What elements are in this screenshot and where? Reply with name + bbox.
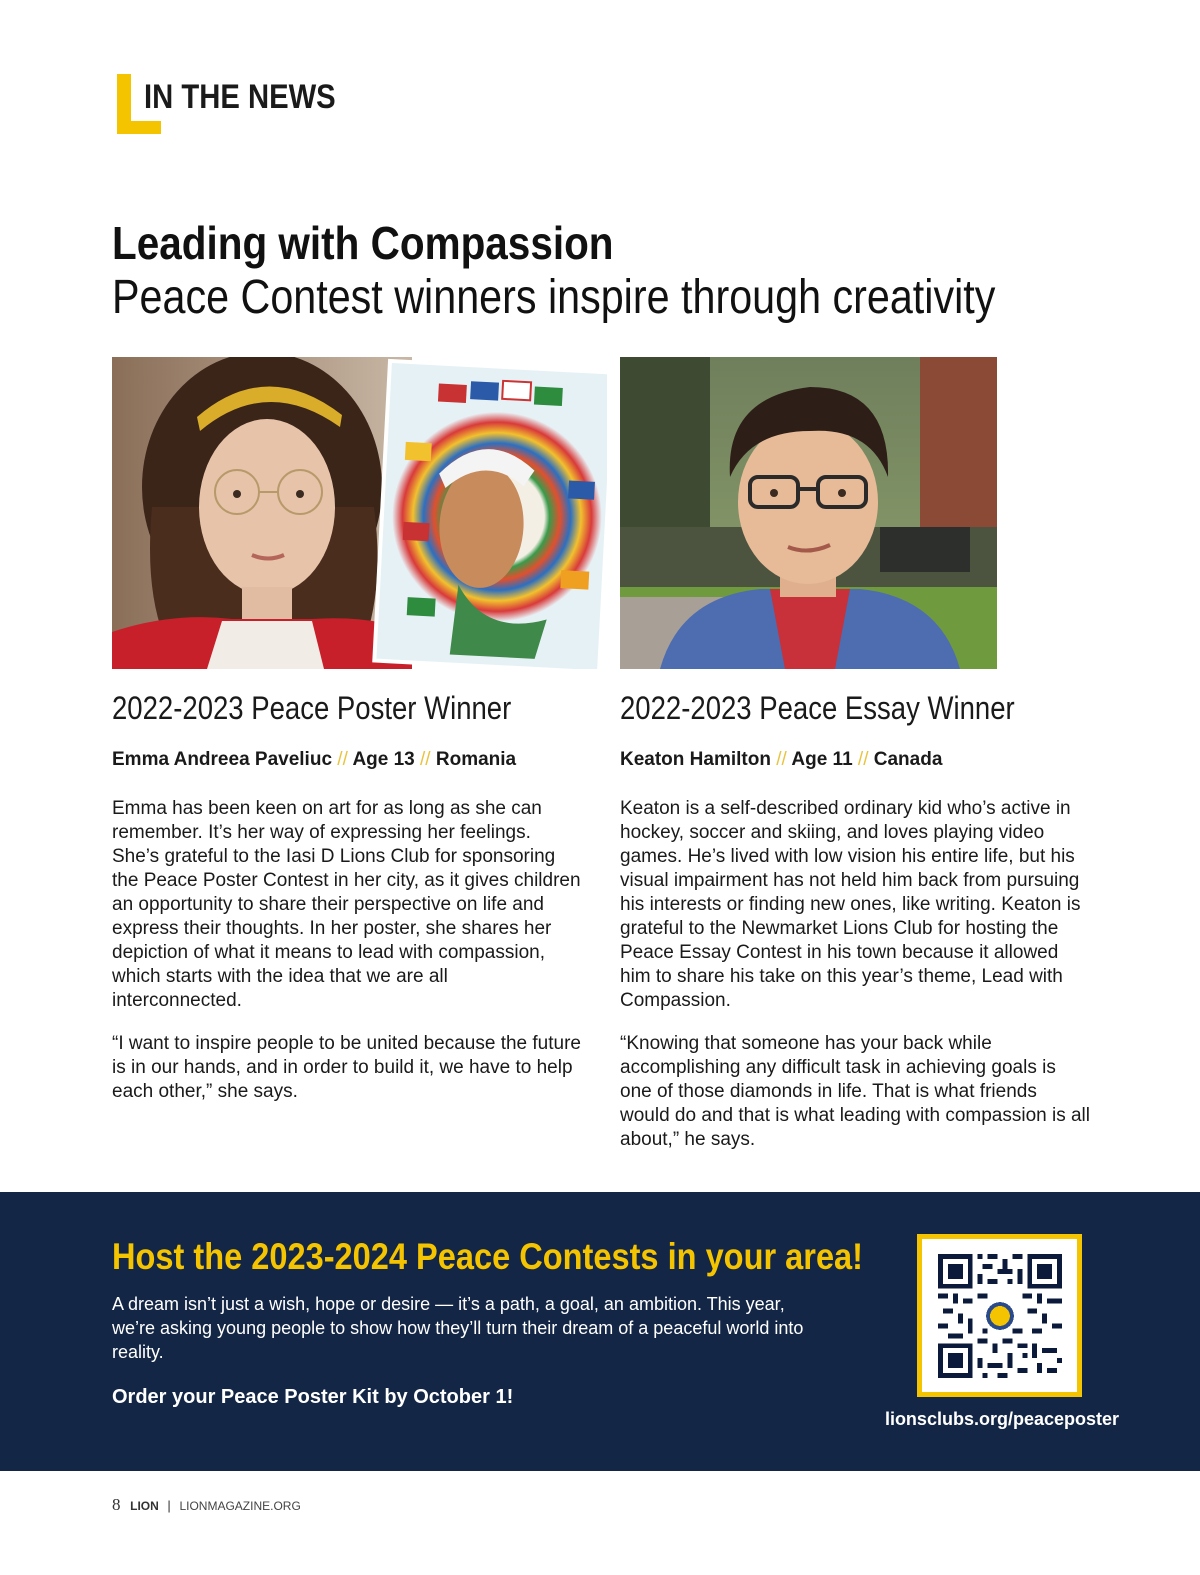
page-number: 8 (112, 1495, 121, 1514)
poster-winner-title: 2022-2023 Peace Poster Winner (112, 690, 512, 726)
byline-separator: // (857, 749, 869, 770)
winner-name: Emma Andreea Paveliuc (112, 749, 333, 770)
magazine-name: LION (130, 1499, 159, 1513)
page-footer (112, 1495, 301, 1515)
article-headline: Leading with Compassion (112, 217, 614, 269)
essay-winner-quote: “Knowing that someone has your back while accomplishing any difficult task in achieving goals is one of those diamonds in life. That is what friends would do and that is what leading with compassion is all about,” he says. (620, 1033, 1090, 1150)
winner-country: Canada (873, 749, 943, 770)
section-title: IN THE NEWS (144, 78, 336, 116)
essay-winner-photo (620, 357, 997, 669)
poster-winner-column (112, 690, 582, 1104)
poster-winner-quote: “I want to inspire people to be united because the future is in our hands, and in order to build it, we have to help each other,” she says. (112, 1033, 581, 1102)
poster-winner-byline (112, 749, 582, 771)
poster-winner-photo (112, 357, 607, 669)
byline-separator: // (337, 749, 348, 770)
article-subhead: Peace Contest winners inspire through creativity (112, 271, 996, 324)
footer-divider: | (167, 1498, 171, 1513)
banner-text: A dream isn’t just a wish, hope or desire — it’s a path, a goal, an ambition. This year, we’re asking young people to show how they’ll turn their dream of a peaceful world into reality. (112, 1294, 804, 1362)
winner-country: Romania (435, 749, 517, 770)
byline-separator: // (776, 749, 787, 770)
byline-separator: // (420, 749, 431, 770)
essay-winner-title: 2022-2023 Peace Essay Winner (620, 690, 1015, 726)
qr-code[interactable] (917, 1234, 1082, 1397)
essay-winner-byline (620, 749, 1090, 771)
winner-name: Keaton Hamilton (620, 749, 771, 770)
qr-code-icon (938, 1254, 1062, 1378)
poster-winner-paragraph: Emma has been keen on art for as long as she can remember. It’s her way of expressing her feelings. She’s grateful to the Iasi D Lions Club for sponsoring the Peace Poster Contest in her city, as it gives children an opportunity to share their perspective on life and express their thoughts. In her poster, she shares her depiction of what it means to lead with compassion, which starts with the idea that we are all interconnected. (112, 798, 581, 1011)
magazine-site: LIONMAGAZINE.ORG (179, 1499, 301, 1513)
essay-winner-column (620, 690, 1090, 1152)
order-kit-cta: Order your Peace Poster Kit by October 1! (112, 1386, 514, 1408)
essay-winner-paragraph: Keaton is a self-described ordinary kid who’s active in hockey, soccer and skiing, and loves playing video games. He’s lived with low vision his entire life, but his visual impairment has not held him back from pursuing his interests or finding new ones, like writing. Keaton is grateful to the Newmarket Lions Club for hosting the Peace Essay Contest in his town because it allowed him to share his take on this year’s theme, Lead with Compassion. (620, 798, 1081, 1011)
winner-age: Age 11 (791, 749, 853, 770)
banner-title: Host the 2023-2024 Peace Contests in your area! (112, 1236, 864, 1277)
peace-poster-link[interactable]: lionsclubs.org/peaceposter (884, 1409, 1119, 1429)
peace-contest-banner (0, 1192, 1200, 1471)
winner-age: Age 13 (352, 749, 415, 770)
